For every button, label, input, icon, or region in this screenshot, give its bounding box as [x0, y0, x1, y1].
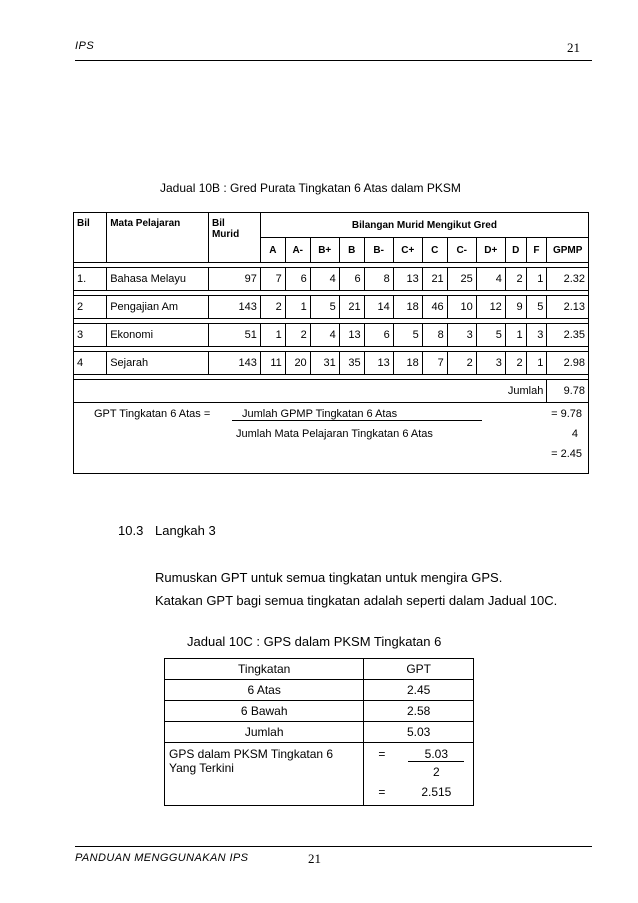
grade-count: 2 [260, 296, 285, 319]
grade-header: D [505, 238, 526, 263]
table-row [74, 268, 589, 291]
formula-result-3: = 2.45 [551, 448, 582, 460]
grade-count: 25 [447, 268, 476, 291]
grade-count: 18 [393, 296, 422, 319]
footer-page-number: 21 [308, 851, 321, 866]
grade-count: 2 [505, 268, 526, 291]
grade-count: 14 [364, 296, 393, 319]
header-title: IPS [75, 40, 95, 52]
grade-count: 6 [364, 324, 393, 347]
table-row [165, 701, 474, 722]
row-bil: 2 [74, 296, 107, 319]
gps-label: GPS dalam PKSM Tingkatan 6 Yang Terkini [165, 743, 364, 806]
row-subject: Sejarah [107, 352, 209, 375]
gpt-formula [74, 403, 589, 474]
gps-denominator: 2 [433, 765, 440, 779]
grade-count: 31 [310, 352, 339, 375]
header-page-number: 21 [567, 40, 580, 55]
table-row [74, 296, 589, 319]
t10c-header-level: Tingkatan [165, 659, 364, 680]
header-bil: Bil [74, 213, 107, 263]
grade-count: 9 [505, 296, 526, 319]
row-bil: 1. [74, 268, 107, 291]
page-header [75, 40, 580, 58]
grade-count: 2 [505, 352, 526, 375]
grade-count: 3 [526, 324, 547, 347]
grade-header: B- [364, 238, 393, 263]
row-gpmp: 2.98 [547, 352, 589, 375]
grade-header: C- [447, 238, 476, 263]
table-10b [73, 212, 589, 474]
row-gpmp: 2.13 [547, 296, 589, 319]
grade-count: 11 [260, 352, 285, 375]
grade-count: 2 [285, 324, 310, 347]
grade-count: 6 [339, 268, 364, 291]
grade-count: 13 [393, 268, 422, 291]
row-gpmp: 2.32 [547, 268, 589, 291]
row-subject: Pengajian Am [107, 296, 209, 319]
row-subject: Bahasa Melayu [107, 268, 209, 291]
header-rule [75, 60, 592, 61]
grade-count: 5 [310, 296, 339, 319]
grade-count: 2 [447, 352, 476, 375]
formula-numerator: Jumlah GPMP Tingkatan 6 Atas [232, 408, 482, 421]
grade-header: C [422, 238, 447, 263]
section-paragraph-1: Rumuskan GPT untuk semua tingkatan untuk mengira GPS. [155, 570, 503, 585]
gps-result: 2.515 [421, 785, 452, 799]
row-level: Jumlah [165, 722, 364, 743]
grade-count: 4 [310, 268, 339, 291]
grade-count: 6 [285, 268, 310, 291]
table-row [165, 722, 474, 743]
row-gpt: 5.03 [364, 722, 474, 743]
grade-header: C+ [393, 238, 422, 263]
grade-count: 13 [364, 352, 393, 375]
row-gpt: 2.58 [364, 701, 474, 722]
table-row [74, 352, 589, 375]
grade-count: 12 [476, 296, 505, 319]
grade-count: 7 [422, 352, 447, 375]
grade-count: 1 [526, 352, 547, 375]
section-paragraph-2: Katakan GPT bagi semua tingkatan adalah seperti dalam Jadual 10C. [155, 593, 558, 608]
grade-count: 3 [476, 352, 505, 375]
table-10b-caption: Jadual 10B : Gred Purata Tingkatan 6 Atas dalam PKSM [160, 181, 461, 195]
grade-count: 10 [447, 296, 476, 319]
grade-header: D+ [476, 238, 505, 263]
grade-header: GPMP [547, 238, 589, 263]
table-row [165, 680, 474, 701]
header-grade-group: Bilangan Murid Mengikut Gred [260, 213, 588, 238]
grade-count: 18 [393, 352, 422, 375]
header-student-count: Bil Murid [208, 213, 260, 263]
footer-rule [75, 846, 592, 847]
row-bil: 3 [74, 324, 107, 347]
grade-count: 5 [476, 324, 505, 347]
row-student-count: 143 [208, 296, 260, 319]
formula-denominator: Jumlah Mata Pelajaran Tingkatan 6 Atas [236, 428, 433, 440]
total-value: 9.78 [547, 380, 589, 403]
row-bil: 4 [74, 352, 107, 375]
gps-calculation: = 5.03 2 = 2.515 [364, 743, 474, 806]
section-number: 10.3 [118, 523, 144, 538]
page-footer [75, 852, 595, 868]
header-subject: Mata Pelajaran [107, 213, 209, 263]
t10c-header-gpt: GPT [364, 659, 474, 680]
row-student-count: 51 [208, 324, 260, 347]
formula-lhs: GPT Tingkatan 6 Atas = [94, 408, 211, 420]
grade-count: 7 [260, 268, 285, 291]
grade-count: 13 [339, 324, 364, 347]
grade-header: A- [285, 238, 310, 263]
table-row [74, 324, 589, 347]
grade-count: 5 [526, 296, 547, 319]
row-student-count: 143 [208, 352, 260, 375]
formula-result-2: 4 [571, 428, 578, 440]
grade-count: 21 [422, 268, 447, 291]
footer-title: PANDUAN MENGGUNAKAN IPS [75, 852, 249, 864]
row-level: 6 Atas [165, 680, 364, 701]
grade-header: B [339, 238, 364, 263]
gps-numerator: 5.03 [408, 747, 464, 762]
grade-count: 4 [476, 268, 505, 291]
row-student-count: 97 [208, 268, 260, 291]
grade-count: 3 [447, 324, 476, 347]
grade-count: 35 [339, 352, 364, 375]
formula-result-1: = 9.78 [551, 408, 582, 420]
row-level: 6 Bawah [165, 701, 364, 722]
grade-count: 1 [505, 324, 526, 347]
grade-count: 1 [526, 268, 547, 291]
grade-count: 8 [364, 268, 393, 291]
grade-count: 21 [339, 296, 364, 319]
table-10c [164, 658, 474, 806]
row-gpmp: 2.35 [547, 324, 589, 347]
grade-header: A [260, 238, 285, 263]
grade-count: 8 [422, 324, 447, 347]
row-gpt: 2.45 [364, 680, 474, 701]
section-title: Langkah 3 [155, 523, 216, 538]
table-10c-caption: Jadual 10C : GPS dalam PKSM Tingkatan 6 [187, 634, 442, 649]
grade-count: 20 [285, 352, 310, 375]
row-subject: Ekonomi [107, 324, 209, 347]
grade-count: 1 [260, 324, 285, 347]
grade-count: 46 [422, 296, 447, 319]
grade-header: B+ [310, 238, 339, 263]
total-label: Jumlah [74, 380, 547, 403]
grade-count: 5 [393, 324, 422, 347]
grade-count: 4 [310, 324, 339, 347]
grade-header: F [526, 238, 547, 263]
grade-count: 1 [285, 296, 310, 319]
